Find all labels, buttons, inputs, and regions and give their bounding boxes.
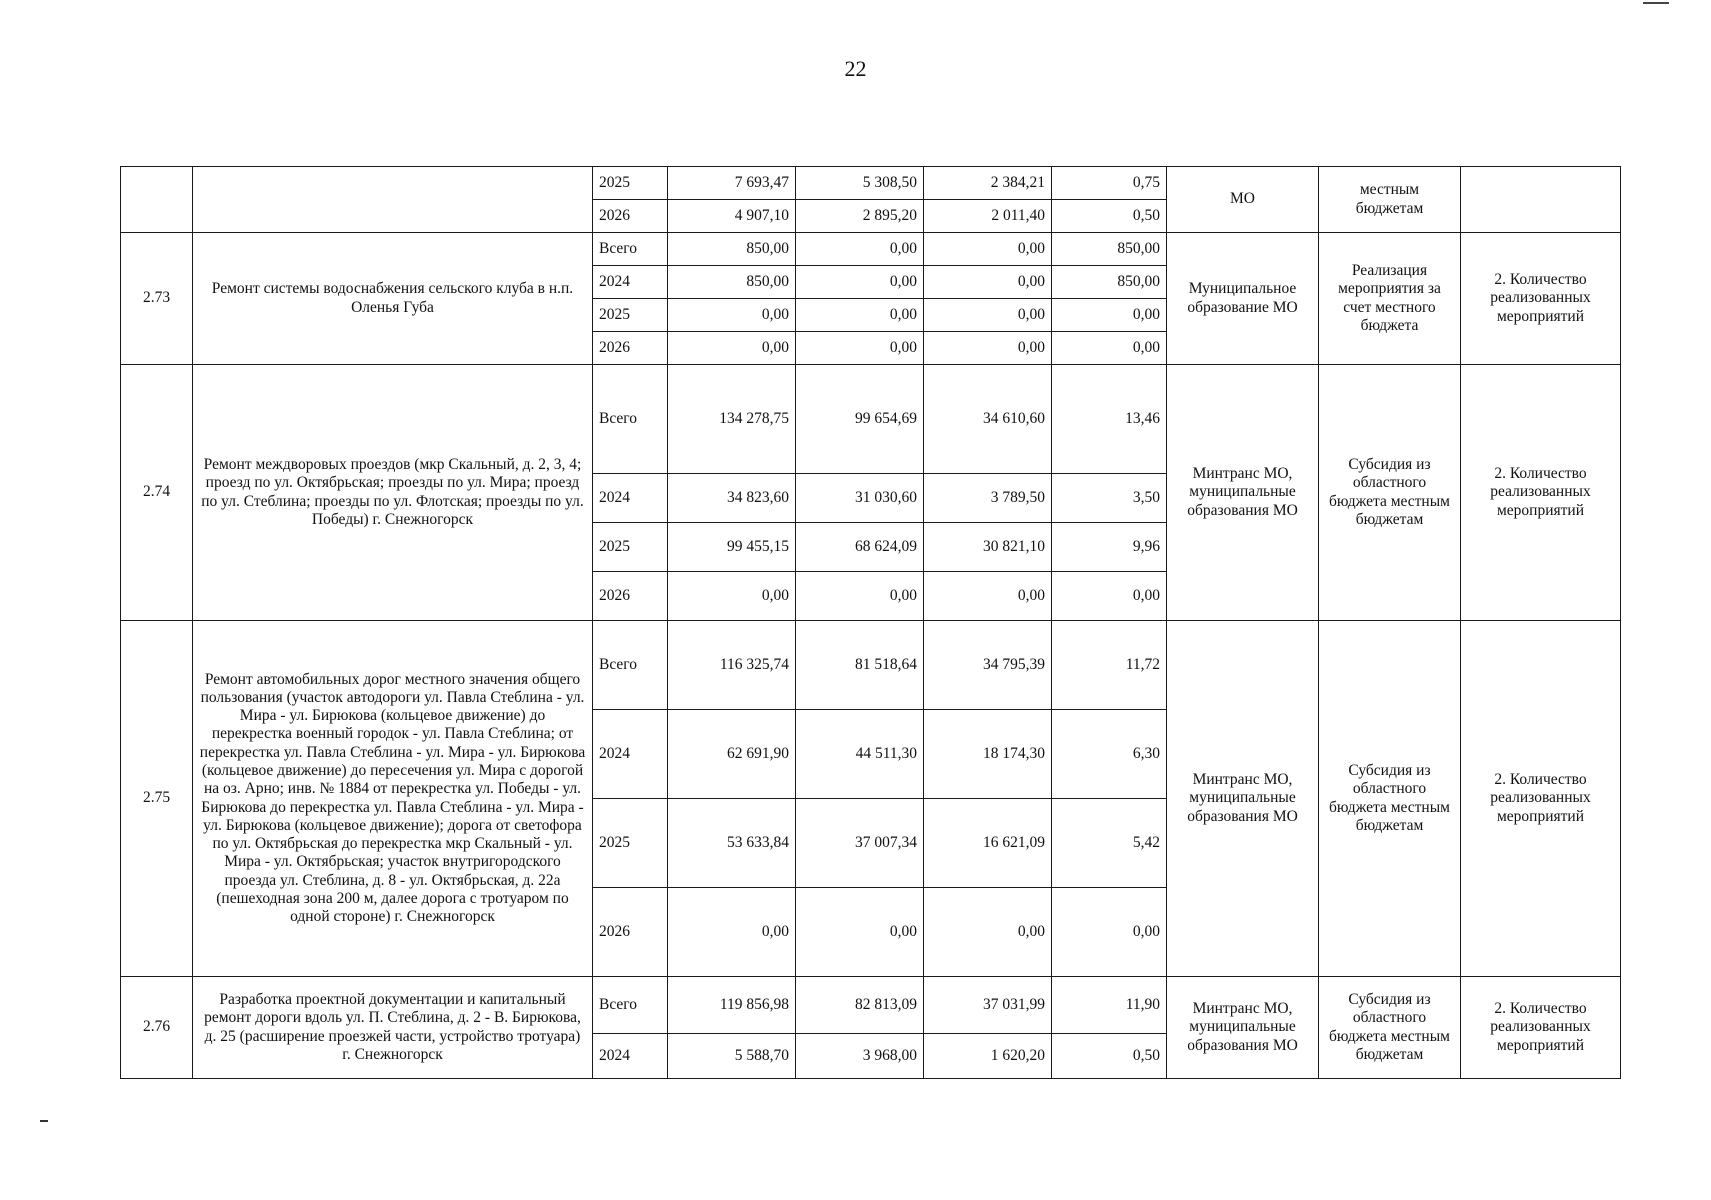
total-cell: 53 633,84	[668, 799, 796, 888]
item-description-cell: Ремонт междворовых проездов (мкр Скальный, д. 2, 3, 4; проезд по ул. Октябрьская; проезды по ул. Мира; проезд по ул. Стеблина; проезды по ул. Флотская; проезды по ул. Победы) г. Снежногорск	[193, 365, 593, 621]
local-cell: 6,30	[1052, 710, 1167, 799]
federal-cell: 0,00	[924, 266, 1052, 299]
regional-cell: 31 030,60	[796, 474, 924, 523]
year-cell: 2025	[593, 299, 668, 332]
year-cell: 2024	[593, 266, 668, 299]
table-row	[121, 365, 1621, 474]
executor-cell: Минтранс МО, муниципальные образования МО	[1167, 977, 1319, 1079]
local-cell: 9,96	[1052, 523, 1167, 572]
year-cell: 2024	[593, 1034, 668, 1079]
year-cell: 2025	[593, 167, 668, 200]
year-cell: 2024	[593, 474, 668, 523]
total-cell: 0,00	[668, 332, 796, 365]
total-cell: 7 693,47	[668, 167, 796, 200]
regional-cell: 0,00	[796, 572, 924, 621]
source-cell: Реализация мероприятия за счет местного бюджета	[1319, 233, 1461, 365]
year-cell: Всего	[593, 977, 668, 1034]
total-cell: 99 455,15	[668, 523, 796, 572]
local-cell: 11,90	[1052, 977, 1167, 1034]
indicator-cell: 2. Количество реализованных мероприятий	[1461, 977, 1621, 1079]
regional-cell: 5 308,50	[796, 167, 924, 200]
total-cell: 134 278,75	[668, 365, 796, 474]
federal-cell: 0,00	[924, 233, 1052, 266]
source-cell: Субсидия из областного бюджета местным бюджетам	[1319, 365, 1461, 621]
indicator-cell: 2. Количество реализованных мероприятий	[1461, 621, 1621, 977]
year-cell: 2025	[593, 523, 668, 572]
table-row	[121, 977, 1621, 1034]
federal-cell: 0,00	[924, 299, 1052, 332]
year-cell: Всего	[593, 233, 668, 266]
federal-cell: 34 795,39	[924, 621, 1052, 710]
total-cell: 850,00	[668, 266, 796, 299]
local-cell: 0,00	[1052, 332, 1167, 365]
regional-cell: 0,00	[796, 332, 924, 365]
regional-cell: 0,00	[796, 299, 924, 332]
total-cell: 119 856,98	[668, 977, 796, 1034]
federal-cell: 3 789,50	[924, 474, 1052, 523]
year-cell: Всего	[593, 365, 668, 474]
table-row	[121, 621, 1621, 710]
local-cell: 0,50	[1052, 200, 1167, 233]
regional-cell: 0,00	[796, 233, 924, 266]
scan-corner-mark	[1643, 2, 1669, 4]
regional-cell: 68 624,09	[796, 523, 924, 572]
total-cell: 62 691,90	[668, 710, 796, 799]
local-cell: 0,50	[1052, 1034, 1167, 1079]
regional-cell: 0,00	[796, 888, 924, 977]
total-cell: 116 325,74	[668, 621, 796, 710]
year-cell: Всего	[593, 621, 668, 710]
scan-edge-mark	[40, 1120, 48, 1122]
year-cell: 2026	[593, 888, 668, 977]
federal-cell: 34 610,60	[924, 365, 1052, 474]
executor-cell: Минтранс МО, муниципальные образования МО	[1167, 365, 1319, 621]
indicator-cell	[1461, 167, 1621, 233]
indicator-cell: 2. Количество реализованных мероприятий	[1461, 233, 1621, 365]
year-cell: 2024	[593, 710, 668, 799]
local-cell: 0,00	[1052, 572, 1167, 621]
local-cell: 11,72	[1052, 621, 1167, 710]
executor-cell: Муниципальное образование МО	[1167, 233, 1319, 365]
table-row	[121, 167, 1621, 200]
federal-cell: 0,00	[924, 332, 1052, 365]
year-cell: 2026	[593, 200, 668, 233]
federal-cell: 2 384,21	[924, 167, 1052, 200]
federal-cell: 16 621,09	[924, 799, 1052, 888]
federal-cell: 37 031,99	[924, 977, 1052, 1034]
local-cell: 0,00	[1052, 888, 1167, 977]
regional-cell: 99 654,69	[796, 365, 924, 474]
item-number-cell: 2.73	[121, 233, 193, 365]
item-number-cell: 2.76	[121, 977, 193, 1079]
total-cell: 34 823,60	[668, 474, 796, 523]
regional-cell: 3 968,00	[796, 1034, 924, 1079]
indicator-cell: 2. Количество реализованных мероприятий	[1461, 365, 1621, 621]
item-number-cell: 2.75	[121, 621, 193, 977]
item-description-cell: Разработка проектной документации и капитальный ремонт дороги вдоль ул. П. Стеблина, д. 2 - В. Бирюкова, д. 25 (расширение проезжей части, устройство тротуара) г. Снежногорск	[193, 977, 593, 1079]
executor-cell: Минтранс МО, муниципальные образования МО	[1167, 621, 1319, 977]
federal-cell: 0,00	[924, 888, 1052, 977]
federal-cell: 30 821,10	[924, 523, 1052, 572]
item-description-cell: Ремонт системы водоснабжения сельского клуба в н.п. Оленья Губа	[193, 233, 593, 365]
total-cell: 850,00	[668, 233, 796, 266]
total-cell: 4 907,10	[668, 200, 796, 233]
regional-cell: 44 511,30	[796, 710, 924, 799]
total-cell: 0,00	[668, 299, 796, 332]
total-cell: 0,00	[668, 888, 796, 977]
budget-table	[120, 166, 1621, 1079]
table-row	[121, 233, 1621, 266]
total-cell: 0,00	[668, 572, 796, 621]
item-number-cell: 2.74	[121, 365, 193, 621]
regional-cell: 2 895,20	[796, 200, 924, 233]
year-cell: 2025	[593, 799, 668, 888]
regional-cell: 0,00	[796, 266, 924, 299]
local-cell: 13,46	[1052, 365, 1167, 474]
federal-cell: 2 011,40	[924, 200, 1052, 233]
regional-cell: 82 813,09	[796, 977, 924, 1034]
local-cell: 850,00	[1052, 233, 1167, 266]
local-cell: 0,00	[1052, 299, 1167, 332]
regional-cell: 81 518,64	[796, 621, 924, 710]
source-cell: Субсидия из областного бюджета местным бюджетам	[1319, 621, 1461, 977]
local-cell: 5,42	[1052, 799, 1167, 888]
local-cell: 850,00	[1052, 266, 1167, 299]
executor-cell: МО	[1167, 167, 1319, 233]
page-number: 22	[844, 56, 867, 81]
regional-cell: 37 007,34	[796, 799, 924, 888]
federal-cell: 1 620,20	[924, 1034, 1052, 1079]
item-number-cell	[121, 167, 193, 233]
item-description-cell: Ремонт автомобильных дорог местного значения общего пользования (участок автодороги ул. Павла Стеблина - ул. Мира - ул. Бирюкова (кольцевое движение) до перекрестка военный городок - ул. Павла Стеблина; от перекрестка ул. Павла Стеблина - ул. Мира - ул. Бирюкова (кольцевое движение) до пересечения ул. Мира с дорогой на оз. Арно; инв. № 1884 от перекрестка ул. Победы - ул. Бирюкова до перекрестка ул. Павла Стеблина - ул. Мира - ул. Бирюкова (кольцевое движение); дорога от светофора по ул. Октябрьская до перекрестка мкр Скальный - ул. Мира - ул. Октябрьская; участок внутригородского проезда ул. Стеблина, д. 8 - ул. Октябрьская, д. 22а (пешеходная зона 200 м, далее дорога с тротуаром по одной стороне) г. Снежногорск	[193, 621, 593, 977]
source-cell: Субсидия из областного бюджета местным бюджетам	[1319, 977, 1461, 1079]
local-cell: 0,75	[1052, 167, 1167, 200]
federal-cell: 18 174,30	[924, 710, 1052, 799]
year-cell: 2026	[593, 332, 668, 365]
item-description-cell	[193, 167, 593, 233]
total-cell: 5 588,70	[668, 1034, 796, 1079]
source-cell: местным бюджетам	[1319, 167, 1461, 233]
year-cell: 2026	[593, 572, 668, 621]
federal-cell: 0,00	[924, 572, 1052, 621]
local-cell: 3,50	[1052, 474, 1167, 523]
